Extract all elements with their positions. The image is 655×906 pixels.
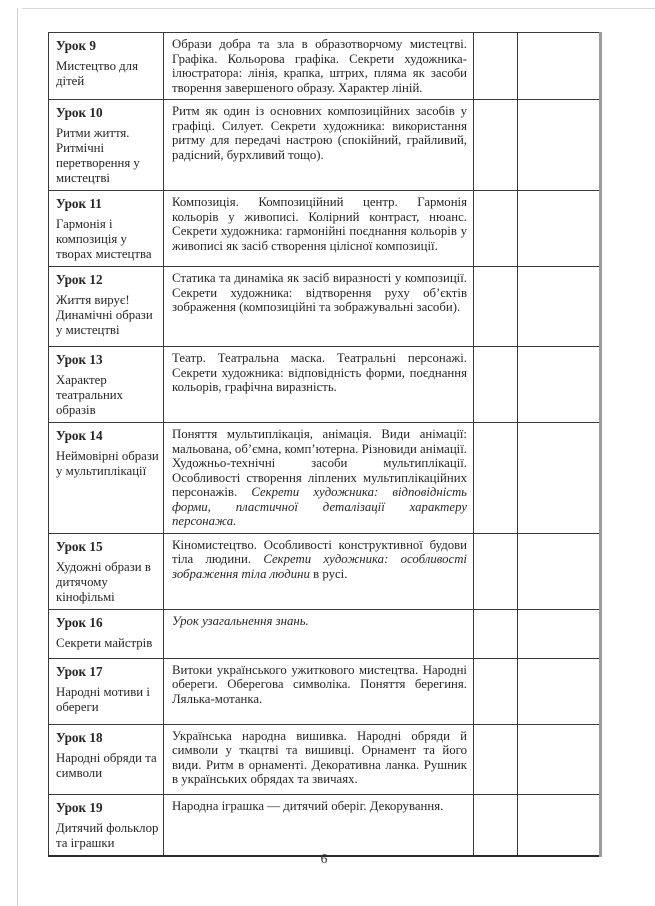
lesson-title: Неймовірні образи у мультиплікації (56, 449, 159, 478)
table-row (49, 724, 601, 794)
lesson-description (164, 533, 474, 609)
description-segment: Секрети художника: особливості зображення тіла людини (172, 552, 467, 581)
empty-note-cell-narrow (474, 609, 518, 658)
lesson-description (164, 100, 474, 191)
description-segment: Образи добра та зла в образотворчому мистецтві. Графіка. Кольорова графіка. Секрети художника-ілюстратора: лінія, крапка, штрих, пляма як засоби творення завершеного образу. Характер ліній. (172, 37, 467, 95)
lesson-title: Народні обряди та символи (56, 750, 157, 780)
description-segment: Ритм як один із основних композиційних засобів у графіці. Силует. Секрети художника: використання ритму для передачі настрою (спокійний, грайливий, радісний, бурхливий тощо). (172, 104, 467, 162)
lesson-cell (49, 267, 164, 347)
empty-note-cell-wide (518, 191, 601, 267)
table-row (49, 794, 601, 856)
curriculum-table-body (49, 33, 601, 856)
table-row (49, 191, 601, 267)
lesson-title: Художні образи в дитячому кінофільмі (56, 559, 151, 604)
empty-note-cell-wide (518, 100, 601, 191)
empty-note-cell-narrow (474, 423, 518, 534)
empty-note-cell-narrow (474, 794, 518, 856)
lesson-number: Урок 13 (56, 352, 103, 367)
page-edge-top (22, 8, 655, 9)
lesson-cell (49, 347, 164, 423)
lesson-description (164, 33, 474, 100)
lesson-title: Гармонія і композиція у творах мистецтва (56, 217, 152, 261)
description-segment: Поняття мультиплікація, анімація. Види анімації: мальована, об’ємна, комп’ютерна. Різновиди анімації. Художньо-технічні засоби мультиплікації. Особливості створення ліплених мультиплікаційних персонажів. (172, 427, 467, 499)
lesson-cell (49, 794, 164, 856)
lesson-number: Урок 14 (56, 428, 103, 443)
lesson-cell (49, 609, 164, 658)
empty-note-cell-narrow (474, 33, 518, 100)
table-row (49, 609, 601, 658)
table-row (49, 533, 601, 609)
page-number: 6 (320, 851, 328, 866)
lesson-number: Урок 15 (56, 538, 103, 554)
empty-note-cell-narrow (474, 347, 518, 423)
lesson-title: Ритми життя. Ритмічні перетворення у мистецтві (56, 126, 140, 185)
table-row (49, 33, 601, 100)
empty-note-cell-narrow (474, 100, 518, 191)
lesson-cell (49, 423, 164, 534)
lesson-description (164, 423, 474, 534)
table-row (49, 423, 601, 534)
lesson-number: Урок 9 (56, 38, 97, 53)
description-segment: Витоки українського ужиткового мистецтва. Народні обереги. Оберегова символіка. Поняття берегиня. Лялька-мотанка. (172, 662, 467, 706)
empty-note-cell-narrow (474, 533, 518, 609)
empty-note-cell-wide (518, 423, 601, 534)
lesson-description (164, 794, 474, 856)
lesson-number: Урок 10 (56, 105, 103, 120)
lesson-cell (49, 100, 164, 191)
lesson-title: Життя вирує! Динамічні образи у мистецтві (56, 293, 153, 337)
description-segment: в русі. (313, 566, 348, 581)
description-segment: Українська народна вишивка. Народні обряди й символи у ткацтві та вишивці. Орнамент та його види. Ритм в орнаменті. Декоративна ланка. Рушник в українських обрядах та звичаях. (172, 728, 467, 786)
lesson-cell (49, 33, 164, 100)
lesson-cell (49, 533, 164, 609)
empty-note-cell-narrow (474, 658, 518, 724)
lesson-title: Дитячий фольклор та іграшки (56, 820, 159, 850)
lesson-title: Характер театральних образів (56, 373, 124, 417)
lesson-description (164, 191, 474, 267)
empty-note-cell-narrow (474, 724, 518, 794)
description-segment: Театр. Театральна маска. Театральні персонажі. Секрети художника: відповідність форми, поєднання кольорів, графічна виразність. (172, 351, 467, 394)
empty-note-cell-wide (518, 609, 601, 658)
description-segment: Урок узагальнення знань. (172, 613, 309, 628)
description-segment: Статика та динаміка як засіб виразності у композиції. Секрети художника: відтворення руху об’єктів зображення (композиційні та зображувальні засоби). (172, 271, 467, 314)
table-row (49, 347, 601, 423)
empty-note-cell-wide (518, 533, 601, 609)
empty-note-cell-wide (518, 658, 601, 724)
lesson-cell (49, 658, 164, 724)
empty-note-cell-narrow (474, 267, 518, 347)
table-row (49, 100, 601, 191)
lesson-title: Мистецтво для дітей (56, 59, 138, 88)
lesson-number: Урок 12 (56, 272, 103, 287)
lesson-description (164, 609, 474, 658)
page-edge-left (17, 8, 18, 906)
empty-note-cell-wide (518, 347, 601, 423)
lesson-description (164, 267, 474, 347)
description-segment: Народна іграшка — дитячий оберіг. Декорування. (172, 798, 444, 813)
lesson-number: Урок 11 (56, 196, 102, 211)
description-segment: Композиція. Композиційний центр. Гармонія кольорів у живописі. Колірний контраст, нюанс. Секрети художника: гармонійні поєднання кольорів у живописі як засіб створення цілісної композиції. (172, 195, 467, 253)
description-segment: Секрети художника: відповідність форми, пластичної деталізації характеру персонажа. (172, 485, 468, 528)
table-row (49, 267, 601, 347)
lesson-title: Секрети майстрів (56, 635, 153, 650)
curriculum-table (48, 32, 602, 857)
lesson-number: Урок 16 (56, 614, 103, 630)
lesson-number: Урок 19 (56, 799, 103, 815)
empty-note-cell-wide (518, 794, 601, 856)
lesson-description (164, 724, 474, 794)
empty-note-cell-wide (518, 33, 601, 100)
empty-note-cell-wide (518, 267, 601, 347)
empty-note-cell-wide (518, 724, 601, 794)
empty-note-cell-narrow (474, 191, 518, 267)
lesson-description (164, 347, 474, 423)
description-segment: Кіномистецтво. Особливості конструктивної будови тіла людини. (172, 537, 467, 566)
lesson-number: Урок 18 (56, 729, 103, 745)
lesson-title: Народні мотиви і обереги (56, 684, 150, 714)
lesson-cell (49, 724, 164, 794)
lesson-description (164, 658, 474, 724)
table-row (49, 658, 601, 724)
lesson-number: Урок 17 (56, 663, 103, 679)
lesson-cell (49, 191, 164, 267)
